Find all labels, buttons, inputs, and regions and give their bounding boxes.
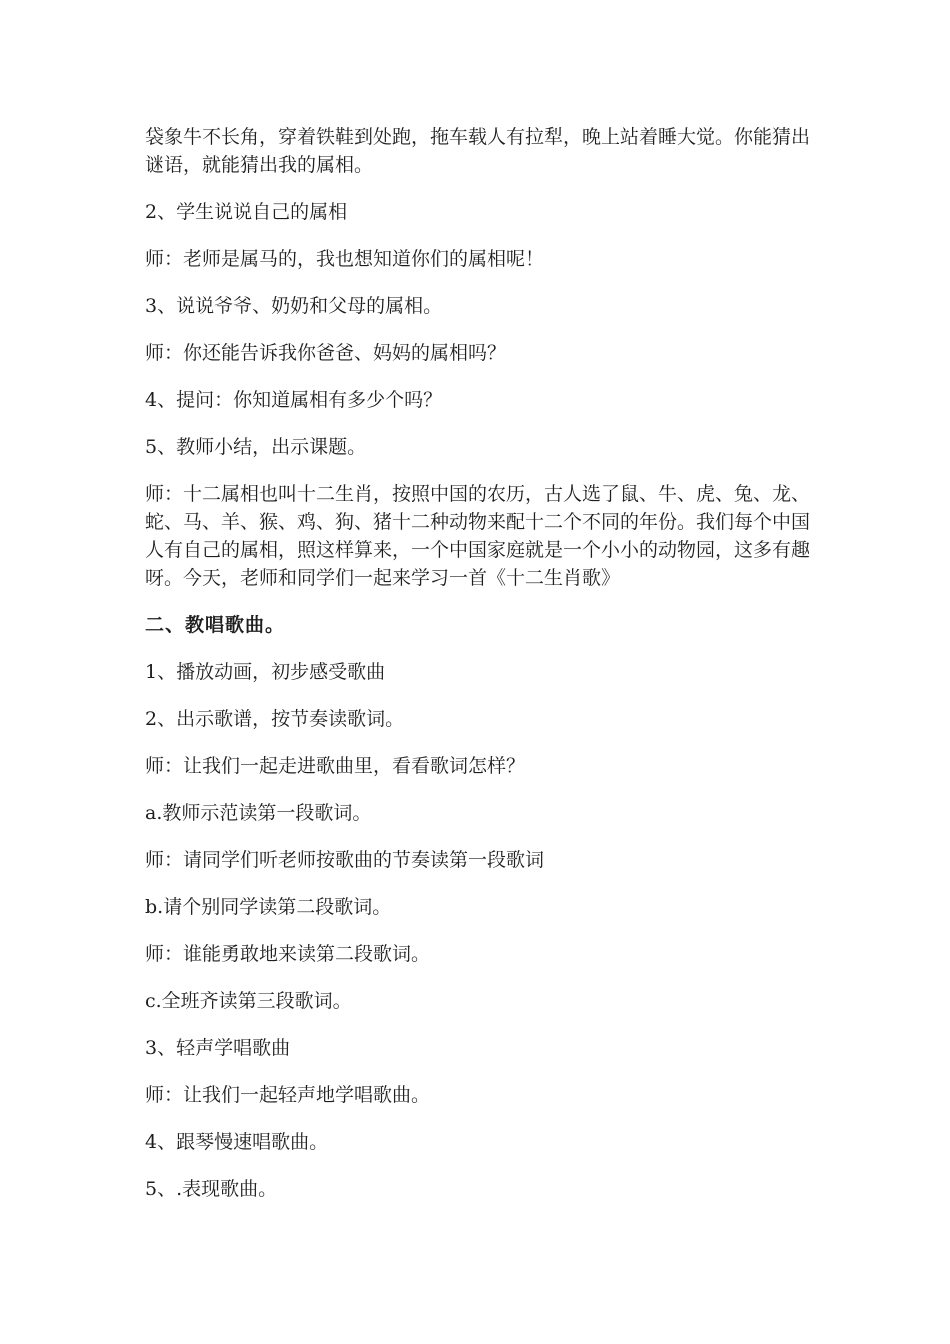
document-body <box>145 123 815 1222</box>
teacher-line-paragraph: 师：请同学们听老师按歌曲的节奏读第一段歌词 <box>145 849 545 871</box>
song-step-2-paragraph: 2、出示歌谱，按节奏读歌词。 <box>145 708 405 730</box>
substep-b-paragraph: b.请个别同学读第二段歌词。 <box>145 896 392 918</box>
zodiac-intro-paragraph: 师：十二属相也叫十二生肖，按照中国的农历，古人选了鼠、牛、虎、兔、龙、蛇、马、羊、猴、鸡、狗、猪十二种动物来配十二个不同的年份。我们每个中国人有自己的属相，照这样算来，一个中国家庭就是一个小小的动物园，这多有趣呀。今天，老师和同学们一起来学习一首《十二生肖歌》 <box>145 483 811 589</box>
step-4-paragraph: 4、提问：你知道属相有多少个吗？ <box>145 389 443 411</box>
song-step-1-paragraph: 1、播放动画，初步感受歌曲 <box>145 661 386 683</box>
riddle-paragraph: 袋象牛不长角，穿着铁鞋到处跑，拖车载人有拉犁，晚上站着睡大觉。你能猜出谜语，就能猜出我的属相。 <box>145 126 811 176</box>
song-step-3-paragraph: 3、轻声学唱歌曲 <box>145 1037 291 1059</box>
teacher-line-paragraph: 师：你还能告诉我你爸爸、妈妈的属相吗？ <box>145 342 507 364</box>
substep-a-paragraph: a.教师示范读第一段歌词。 <box>145 802 372 824</box>
song-step-4-paragraph: 4、跟琴慢速唱歌曲。 <box>145 1131 329 1153</box>
section-heading: 二、教唱歌曲。 <box>145 614 286 636</box>
step-3-paragraph: 3、说说爷爷、奶奶和父母的属相。 <box>145 295 443 317</box>
teacher-line-paragraph: 师：谁能勇敢地来读第二段歌词。 <box>145 943 431 965</box>
teacher-line-paragraph: 师：让我们一起轻声地学唱歌曲。 <box>145 1084 431 1106</box>
teacher-line-paragraph: 师：让我们一起走进歌曲里，看看歌词怎样？ <box>145 755 526 777</box>
teacher-line-paragraph: 师：老师是属马的，我也想知道你们的属相呢！ <box>145 248 545 270</box>
step-5-paragraph: 5、教师小结，出示课题。 <box>145 436 367 458</box>
song-step-5-paragraph: 5、.表现歌曲。 <box>145 1178 278 1200</box>
step-2-paragraph: 2、学生说说自己的属相 <box>145 201 348 223</box>
substep-c-paragraph: c.全班齐读第三段歌词。 <box>145 990 352 1012</box>
